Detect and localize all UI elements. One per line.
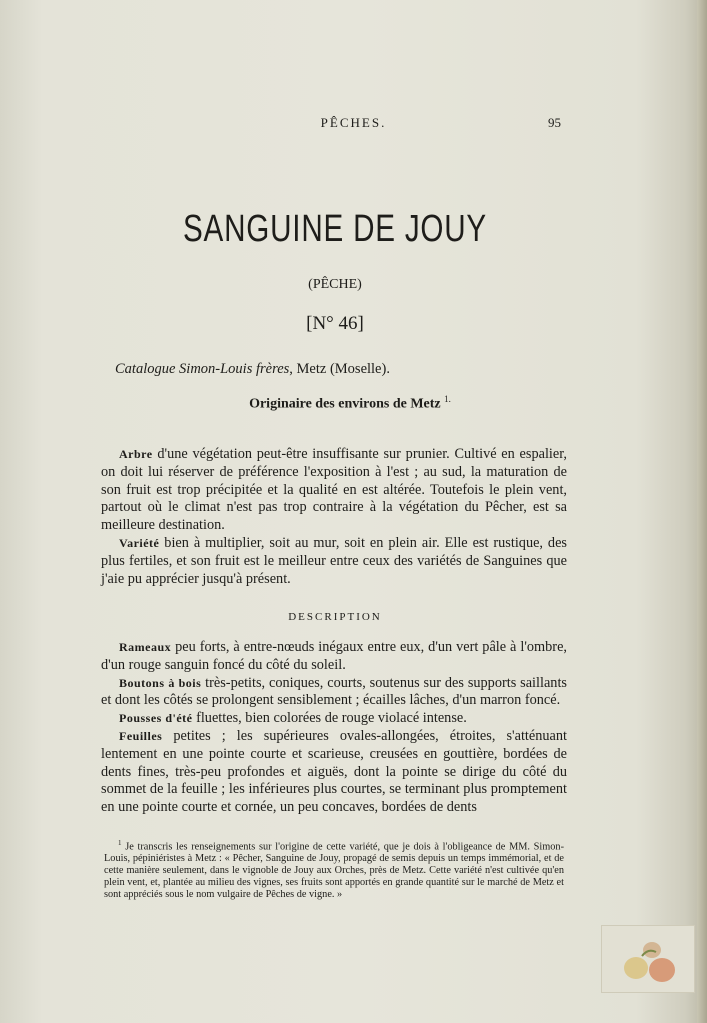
paragraph-lead: Feuilles [119, 728, 163, 743]
footnote-paragraph [104, 838, 564, 900]
paragraph-boutons [101, 675, 567, 711]
paragraph-lead: Boutons à bois [119, 675, 202, 690]
origin-line [0, 394, 700, 413]
paragraph-text: d'une végétation peut-être insuffisante sur prunier. Cultivé en espalier, on doit lui réserver de préférence l'exposition à l'est ; au sud, la maturation de son fruit est trop précipitée et la qualité en est altérée. Toutefois le plein vent, partout où le climat n'est pas trop contraire à la végétation du Pêcher, est sa meilleure destination. [101, 446, 567, 534]
paragraph-text: bien à multiplier, soit au mur, soit en plein air. Elle est rustique, des plus fertiles, et son fruit est le meilleur entre ceux des variétés de Sanguines que j'aie pu apprécier jusqu'à présent. [101, 534, 567, 587]
variety-number: [N° 46] [306, 313, 364, 334]
catalogue-reference [115, 361, 615, 378]
catalogue-location: , Metz (Moselle). [289, 361, 390, 377]
page-edge [697, 0, 707, 1023]
footnote-mark: 1 [118, 839, 122, 847]
paragraph-text: petites ; les supérieures ovales-allongées, étroites, s'atténuant lentement en une pointe courte et scarieuse, creusées en gouttière, bordées de dents fines, très-peu profondes et aiguës, dont la pointe se dirige du côté du sommet de la feuille ; les inférieures plus courtes, se terminant plus promptement en une pointe courte et cornée, un peu concaves, bordées de dents [101, 727, 567, 816]
paragraph-lead: Pousses d'été [119, 711, 193, 726]
page-title: SANGUINE DE JOUY [182, 208, 487, 250]
paragraph-lead: Arbre [119, 447, 153, 461]
origin-text: Originaire des environs de Metz [249, 396, 441, 412]
paragraph-arbre [101, 446, 567, 535]
footnote [104, 838, 564, 900]
fruit-thumbnail[interactable] [601, 925, 695, 993]
fruit-type: (PÊCHE) [308, 277, 362, 292]
paragraph-rameaux [101, 639, 567, 675]
page-number: 95 [548, 115, 561, 130]
paragraph-text: peu forts, à entre-nœuds inégaux entre eux, d'un vert pâle à l'ombre, d'un rouge sanguin foncé du côté du soleil. [101, 639, 567, 673]
footnote-text: Je transcris les renseignements sur l'origine de cette variété, que je dois à l'obligeance de MM. Simon-Louis, pépiniéristes à Metz : « Pêcher, Sanguine de Jouy, propagé de semis depuis un temps immémorial, et de cette manière seulement, dans le vignoble de Jouy aux Orches, près de Metz. Cette variété n'est cultivée qu'en plein vent, et, plantée au milieu des vignes, ses fruits sont apportés en grande quantité sur le marché de Metz et sont appréciés sous le nom vulgaire de Pêches de vigne. » [104, 841, 564, 900]
paragraph-text: fluettes, bien colorées de rouge violacé intense. [192, 710, 467, 727]
paragraph-lead: Variété [119, 535, 160, 550]
paragraph-pousses [101, 710, 567, 728]
paragraph-lead: Rameaux [119, 640, 172, 654]
running-head: PÊCHES. [320, 115, 387, 130]
paragraph-feuilles [101, 728, 567, 817]
catalogue-source: Catalogue Simon-Louis frères [115, 361, 290, 377]
peach-icon [602, 926, 694, 992]
footnote-reference[interactable]: 1. [444, 394, 451, 404]
intro-paragraphs [101, 446, 567, 588]
paragraph-text: très-petits, coniques, courts, soutenus sur des supports saillants et dont les côtés se prolongent sensiblement ; écailles lâches, d'un marron foncé. [101, 674, 567, 709]
section-heading: DESCRIPTION [288, 611, 382, 623]
description-paragraphs [101, 639, 567, 817]
paragraph-variete [101, 535, 567, 588]
